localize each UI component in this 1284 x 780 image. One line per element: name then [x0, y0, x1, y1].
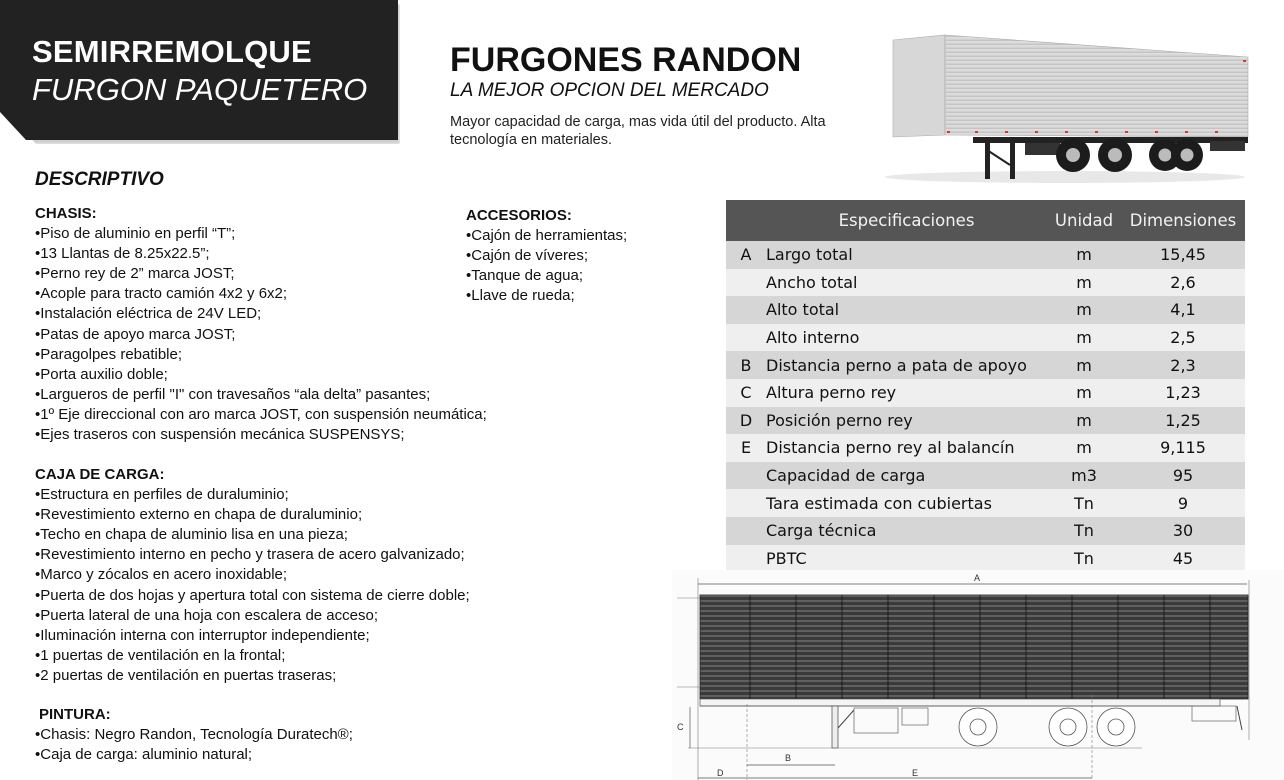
list-item: • Paragolpes rebatible; [35, 345, 487, 365]
caja-section [35, 465, 470, 686]
row-name: Ancho total [766, 269, 1047, 297]
caja-title: CAJA DE CARGA: [35, 466, 165, 483]
row-value: 15,45 [1121, 241, 1245, 269]
list-item: • Piso de aluminio en perfil “T”; [35, 224, 487, 244]
row-unit: Tn [1047, 545, 1121, 573]
accesorios-section [466, 206, 627, 306]
list-item: • Instalación eléctrica de 24V LED; [35, 304, 487, 324]
row-letter [726, 324, 766, 352]
row-name: Tara estimada con cubiertas [766, 489, 1047, 517]
list-item: • Puerta de dos hojas y apertura total con sistema de cierre doble; [35, 586, 470, 606]
row-name: Alto interno [766, 324, 1047, 352]
row-letter: B [726, 351, 766, 379]
row-letter [726, 517, 766, 545]
table-row [726, 407, 1245, 435]
row-value: 2,5 [1121, 324, 1245, 352]
row-letter [726, 545, 766, 573]
list-item: • Cajón de herramientas; [466, 226, 627, 246]
table-row [726, 489, 1245, 517]
list-item: • Iluminación interna con interruptor independiente; [35, 626, 470, 646]
row-letter: C [726, 379, 766, 407]
row-unit: Tn [1047, 489, 1121, 517]
chasis-section [35, 204, 487, 445]
dim-label-d: D [717, 768, 724, 778]
list-item: • 13 Llantas de 8.25x22.5”; [35, 244, 487, 264]
list-item: • Caja de carga: aluminio natural; [35, 745, 353, 765]
row-name: Distancia perno a pata de apoyo [766, 351, 1047, 379]
list-item: • 2 puertas de ventilación en puertas traseras; [35, 666, 470, 686]
row-letter: A [726, 241, 766, 269]
row-letter: D [726, 407, 766, 435]
list-item: • Revestimiento interno en pecho y trasera de acero galvanizado; [35, 545, 470, 565]
list-item: • Acople para tracto camión 4x2 y 6x2; [35, 284, 487, 304]
row-unit: m [1047, 407, 1121, 435]
table-row [726, 296, 1245, 324]
list-item: • Tanque de agua; [466, 266, 627, 286]
brand-description: Mayor capacidad de carga, mas vida útil del producto. Alta tecnología en materiales. [450, 114, 826, 148]
list-item: • Patas de apoyo marca JOST; [35, 325, 487, 345]
dim-label-b: B [785, 753, 792, 763]
row-name: Posición perno rey [766, 407, 1047, 435]
pintura-title: PINTURA: [39, 706, 111, 723]
title-banner [0, 0, 398, 140]
row-unit: m [1047, 379, 1121, 407]
list-item: • Cajón de víveres; [466, 246, 627, 266]
list-item: • Porta auxilio doble; [35, 365, 487, 385]
row-letter [726, 462, 766, 490]
table-row [726, 517, 1245, 545]
row-name: Distancia perno rey al balancín [766, 434, 1047, 462]
header-unit: Unidad [1047, 200, 1121, 241]
row-name: Alto total [766, 296, 1047, 324]
row-unit: m [1047, 269, 1121, 297]
table-row [726, 269, 1245, 297]
header-spec: Especificaciones [766, 200, 1047, 241]
list-item: • Largueros de perfil "I" con travesaños “ala delta” pasantes; [35, 385, 487, 405]
row-value: 2,3 [1121, 351, 1245, 379]
row-value: 2,6 [1121, 269, 1245, 297]
specifications-table [726, 200, 1245, 572]
row-letter [726, 296, 766, 324]
table-row [726, 434, 1245, 462]
chasis-title: CHASIS: [35, 205, 97, 222]
table-row [726, 324, 1245, 352]
row-name: PBTC [766, 545, 1047, 573]
technical-drawing [672, 570, 1284, 780]
table-row [726, 545, 1245, 573]
row-value: 30 [1121, 517, 1245, 545]
row-value: 9,115 [1121, 434, 1245, 462]
row-letter: E [726, 434, 766, 462]
row-unit: m [1047, 351, 1121, 379]
table-row [726, 379, 1245, 407]
accesorios-title: ACCESORIOS: [466, 207, 572, 224]
row-unit: Tn [1047, 517, 1121, 545]
banner-subtitle: FURGON PAQUETERO [32, 72, 368, 107]
row-unit: m [1047, 434, 1121, 462]
list-item: • Puerta lateral de una hoja con escalera de acceso; [35, 606, 470, 626]
row-value: 1,25 [1121, 407, 1245, 435]
header-dim: Dimensiones [1121, 200, 1245, 241]
row-unit: m [1047, 241, 1121, 269]
table-row [726, 241, 1245, 269]
list-item: • Perno rey de 2” marca JOST; [35, 264, 487, 284]
list-item: • Revestimiento externo en chapa de duraluminio; [35, 505, 470, 525]
table-row [726, 351, 1245, 379]
list-item: • Marco y zócalos en acero inoxidable; [35, 565, 470, 585]
row-value: 4,1 [1121, 296, 1245, 324]
trailer-photo [875, 25, 1250, 185]
header-letter [726, 200, 766, 241]
descriptivo-heading: DESCRIPTIVO [35, 169, 164, 190]
table-row [726, 462, 1245, 490]
list-item: • Chasis: Negro Randon, Tecnología Duratech®; [35, 725, 353, 745]
row-unit: m [1047, 324, 1121, 352]
banner-title: SEMIRREMOLQUE [32, 34, 312, 69]
dim-label-e: E [912, 768, 919, 778]
brand-tagline: LA MEJOR OPCION DEL MERCADO [450, 80, 769, 101]
list-item: • Techo en chapa de aluminio lisa en una pieza; [35, 525, 470, 545]
row-name: Capacidad de carga [766, 462, 1047, 490]
list-item: • 1 puertas de ventilación en la frontal; [35, 646, 470, 666]
row-name: Altura perno rey [766, 379, 1047, 407]
brand-title: FURGONES RANDON [450, 41, 802, 79]
row-name: Largo total [766, 241, 1047, 269]
row-letter [726, 489, 766, 517]
row-value: 1,23 [1121, 379, 1245, 407]
row-value: 45 [1121, 545, 1245, 573]
row-name: Carga técnica [766, 517, 1047, 545]
row-letter [726, 269, 766, 297]
list-item: • Llave de rueda; [466, 286, 627, 306]
list-item: • Estructura en perfiles de duraluminio; [35, 485, 470, 505]
row-unit: m3 [1047, 462, 1121, 490]
pintura-section [35, 705, 353, 765]
row-unit: m [1047, 296, 1121, 324]
row-value: 9 [1121, 489, 1245, 517]
dim-label-a: A [974, 573, 981, 583]
dim-label-c: C [677, 722, 684, 732]
row-value: 95 [1121, 462, 1245, 490]
table-header-row [726, 200, 1245, 241]
list-item: • 1º Eje direccional con aro marca JOST, con suspensión neumática; [35, 405, 487, 425]
list-item: • Ejes traseros con suspensión mecánica SUSPENSYS; [35, 425, 487, 445]
